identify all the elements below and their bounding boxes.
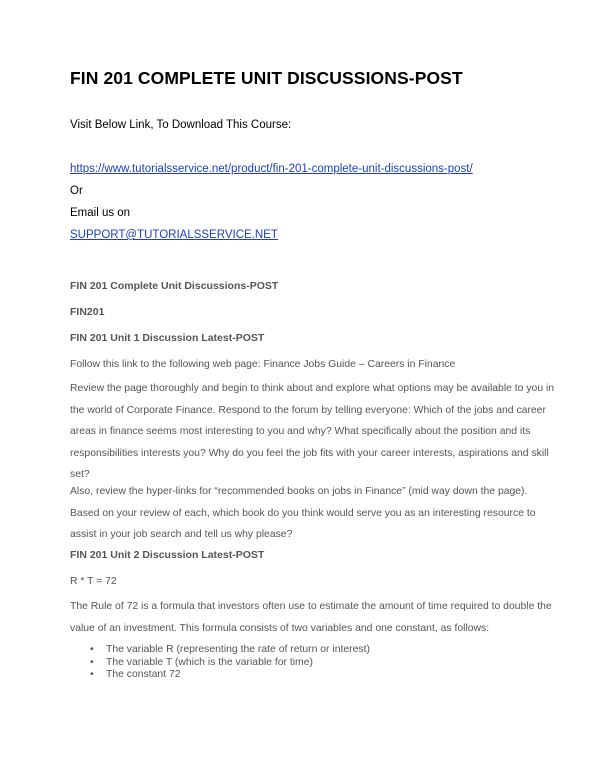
unit2-rule-paragraph [70,596,552,639]
unit1-follow-text: Follow this link to the following web page: Finance Jobs Guide – Careers in Finance [70,359,456,370]
bullet-icon: • [90,644,94,655]
unit1-review-paragraph [70,378,555,486]
bullet-icon: • [90,656,94,668]
list-item: • The variable T (which is the variable for time) [90,656,313,668]
product-link[interactable]: https://www.tutorialsservice.net/product/fin-201-complete-unit-discussions-post/ [70,163,473,175]
list-item: • The variable R (representing the rate of return or interest) [90,644,370,655]
paragraph-line: Based on your review of each, which book do you think would serve you as an interesting resource to [70,507,536,519]
paragraph-line: responsibilities interests you? Why do you feel the job fits with your career interests, aspirations and skill [70,447,549,459]
unit1-also-paragraph [70,481,536,546]
unit2-formula: R * T = 72 [70,576,117,587]
paragraph-line: Also, review the hyper-links for “recommended books on jobs in Finance” (mid way down the page). [70,486,528,497]
paragraph-line: set? [70,469,90,480]
document-title: FIN 201 COMPLETE UNIT DISCUSSIONS-POST [70,68,463,88]
list-item: • The constant 72 [90,669,181,680]
email-label: Email us on [70,207,131,219]
unit2-heading: FIN 201 Unit 2 Discussion Latest-POST [70,549,265,561]
paragraph-line: assist in your job search and tell us why please? [70,529,293,540]
paragraph-line: Review the page thoroughly and begin to think about and explore what options may be available to you in [70,383,555,394]
unit2-variable-list [70,644,370,682]
paragraph-line: areas in finance seems most interesting to you and why? What specifically about the position and its [70,426,531,437]
bullet-icon: • [90,669,94,680]
paragraph-line: value of an investment. This formula consists of two variables and one constant, as follows: [70,622,490,634]
paragraph-line: the world of Corporate Finance. Respond to the forum by telling everyone: Which of the jobs and career [70,404,546,416]
paragraph-line: The Rule of 72 is a formula that investors often use to estimate the amount of time required to double the [70,601,552,612]
intro-text: Visit Below Link, To Download This Course: [70,119,292,131]
course-heading: FIN 201 Complete Unit Discussions-POST [70,280,279,292]
or-text: Or [70,185,83,197]
unit1-heading: FIN 201 Unit 1 Discussion Latest-POST [70,332,265,344]
course-code: FIN201 [70,306,105,318]
email-link[interactable]: SUPPORT@TUTORIALSSERVICE.NET [70,229,278,241]
